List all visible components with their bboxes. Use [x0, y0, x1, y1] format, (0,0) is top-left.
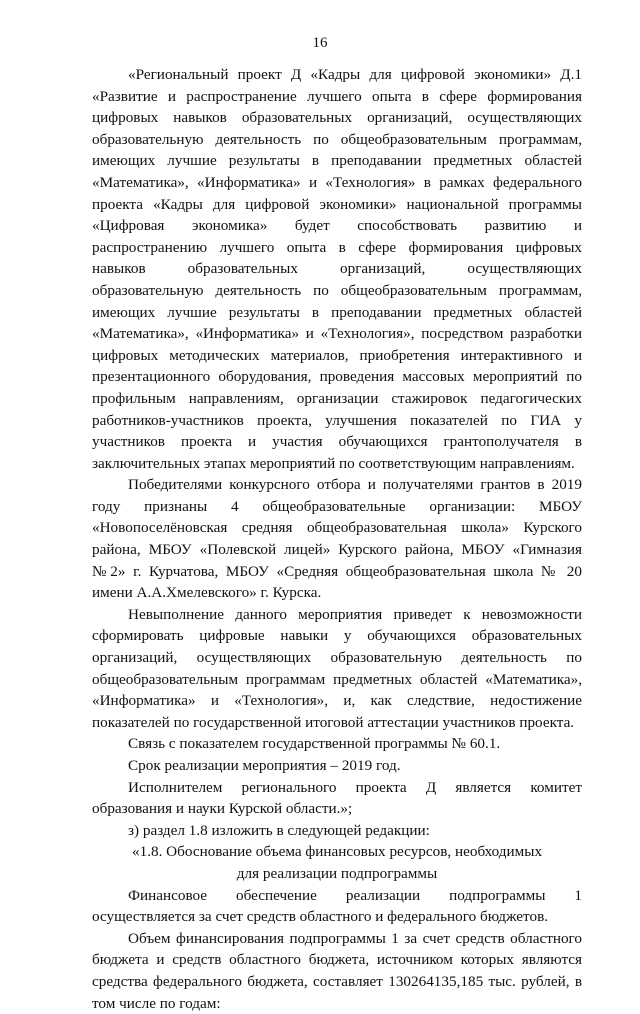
paragraph-implementation-period: Срок реализации мероприятия – 2019 год.	[128, 757, 401, 774]
paragraph-regional-project: «Региональный проект Д «Кадры для цифровой экономики» Д.1 «Развитие и распространение лучшего опыта в сфере формирования цифровых навыков образовательных организаций, осуществляющих образовательную деятельность по общеобразовательным программам, имеющих лучшие результаты в преподавании предметных областей «Математика», «Информатика» и «Технология» в рамках федерального проекта «Кадры для цифровой экономики» национальной программы «Цифровая экономика» будет способствовать развитию и распространению лучшего опыта в сфере формирования цифровых навыков образовательных организаций, осуществляющих образовательную деятельность по общеобразовательным программам, имеющих лучшие результаты в преподавании предметных областей «Математика», «Информатика» и «Технология», посредством разработки цифровых методических материалов, приобретения интерактивного и презентационного оборудования, проведения массовых мероприятий по профильным направлениям, организации стажировок педагогических работников-участников проекта, улучшения показателей по ГИА у участников проекта и участия обучающихся грантополучателя в заключительных этапах мероприятий по соответствующим направлениям.	[92, 66, 582, 472]
section-heading-line-2: для реализации подпрограммы	[236, 864, 438, 882]
page-number: 16	[312, 35, 328, 51]
paragraph-executor: Исполнителем регионального проекта Д является комитет образования и науки Курской области.»;	[92, 778, 582, 818]
paragraph-section-edit: з) раздел 1.8 изложить в следующей редакции:	[128, 821, 430, 839]
paragraph-financing-volume: Объем финансирования подпрограммы 1 за счет средств областного бюджета и средств областного бюджета, источником которых являются средства федерального бюджета, составляет 130264135,185 тыс. рублей, в том числе по годам:	[92, 929, 582, 1012]
paragraph-grant-winners: Победителями конкурсного отбора и получателями грантов в 2019 году признаны 4 общеобразовательные организации: МБОУ «Новопоселёновская средняя общеобразовательная школа» Курского района, МБОУ «Полевской лицей» Курского района, МБОУ «Гимназия №2» г. Курчатова, МБОУ «Средняя общеобразовательная школа № 20 имени А.А.Хмелевского» г. Курска.	[92, 476, 582, 602]
document-body	[92, 64, 582, 1014]
paragraph-financing-source: Финансовое обеспечение реализации подпрограммы 1 осуществляется за счет средств областного и федерального бюджетов.	[92, 886, 582, 926]
section-heading-line-1: «1.8. Обоснование объема финансовых ресурсов, необходимых	[132, 843, 543, 861]
paragraph-non-fulfillment: Невыполнение данного мероприятия приведет к невозможности сформировать цифровые навыки у обучающихся образовательных организаций, осуществляющих образовательную деятельность по общеобразовательным программам предметных областей «Математика», «Информатика» и «Технология», и, как следствие, недостижение показателей по государственной итоговой аттестации участников проекта.	[92, 605, 582, 731]
paragraph-indicator-link: Связь с показателем государственной программы № 60.1.	[128, 735, 501, 753]
